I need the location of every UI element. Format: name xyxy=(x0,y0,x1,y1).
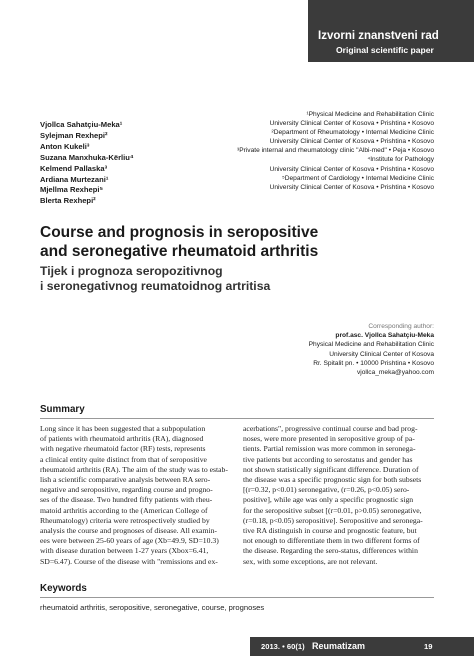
title-line: and seronegative rheumatoid arthritis xyxy=(40,243,319,260)
author-name: Sylejman Rexhepi² xyxy=(40,130,108,140)
article-title-english xyxy=(40,223,318,261)
corresponding-name: prof.asc. Vjollca Sahatçiu-Meka xyxy=(335,332,434,340)
summary-line: matoid arthritis according to the (American College of xyxy=(40,505,208,515)
summary-heading: Summary xyxy=(40,404,85,415)
summary-line: ees were between 25-60 years of age (Xb=49.9, SD=10.3) xyxy=(40,536,219,546)
title-line: Course and prognosis in seropositive xyxy=(40,224,319,241)
summary-line: rheumatoid arthritis (RA). The aim of the study was to estab- xyxy=(40,464,228,474)
author-name: Anton Kukeli³ xyxy=(40,141,90,151)
title-line: i seronegativnog reumatoidnog artritisa xyxy=(40,279,271,293)
summary-line: Long since it has been suggested that a subpopulation xyxy=(40,424,206,433)
page-number: 19 xyxy=(424,642,433,651)
summary-line: [(r=0.32, p<0.01) seronegative, (r=0.26, p<0.05) sero- xyxy=(243,485,410,495)
footer-issue: 2013. • 60(1) xyxy=(261,642,305,651)
summary-line: lish a scientific comparative analysis between RA sero- xyxy=(40,475,211,485)
summary-line: Rheumatology) criteria were retrospectively studied by xyxy=(40,515,210,525)
summary-line: (r=0.18, p<0.05) seropositive]. Seropositive and seronega- xyxy=(243,515,423,525)
summary-line: with negative rheumatoid factor (RF) tests, represents xyxy=(40,444,206,454)
summary-line: tive RA distinguish in course and prognostic feature, but xyxy=(243,526,417,536)
author-name: Ardiana Murtezani¹ xyxy=(40,174,109,184)
summary-line: with disease duration between 1-27 years (Xbox=6.41, xyxy=(40,546,209,556)
summary-line: positive], while age was only a specific prognostic sign xyxy=(243,495,414,505)
summary-line: SD=6.47). Course of the disease with "remissions and ex- xyxy=(40,556,218,566)
affiliation-line: ³Private internal and rheumatology clinic "Albi-med" • Peja • Kosovo xyxy=(237,147,434,155)
summary-line: not shown statistically significant difference. Duration of xyxy=(243,464,419,474)
title-line: Tijek i prognoza seropozitivnog xyxy=(40,264,223,278)
affiliation-line: University Clinical Center of Kosova • Prishtina • Kosovo xyxy=(269,183,434,191)
summary-line: the disease was a specific prognostic sign for both subsets xyxy=(243,475,422,485)
corresponding-email[interactable]: vjollca_meka@yahoo.com xyxy=(356,369,434,377)
author-name: Vjollca Sahatçiu-Meka¹ xyxy=(40,120,123,129)
author-name: Mjellma Rexhepi⁵ xyxy=(40,185,104,195)
corresponding-author xyxy=(309,322,434,377)
corresponding-address-line: Rr. Spitalit pn. • 10000 Prishtina • Kosovo xyxy=(313,359,434,367)
keywords-divider xyxy=(40,597,434,598)
summary-line: the disease. Regarding the sero-status, differences within xyxy=(243,546,418,556)
summary-line: analysis the course and prognoses of disease. All examin- xyxy=(40,526,217,536)
summary-line: negative and seropositive, regarding course and progno- xyxy=(40,485,213,495)
summary-line: sex, with some exceptions, are not relevant. xyxy=(243,556,378,566)
summary-line: of patients with rheumatoid arthritis (RA), diagnosed xyxy=(40,434,204,444)
summary-column-right xyxy=(243,424,433,567)
keywords-heading: Keywords xyxy=(40,583,87,594)
article-type-croatian: Izvorni znanstveni rad xyxy=(318,30,439,42)
affiliation-list xyxy=(237,110,434,192)
affiliation-line: ²Department of Rheumatology • Internal Medicine Clinic xyxy=(271,129,434,137)
affiliation-line: University Clinical Center of Kosova • Prishtina • Kosovo xyxy=(269,138,434,146)
summary-line: noses, were more presented in seropositive group of pa- xyxy=(243,434,415,444)
summary-line: acerbations", progressive continual course and bad prog- xyxy=(243,424,418,433)
summary-line: not enough to differentiate them in two different forms of xyxy=(243,536,420,546)
affiliation-line: University Clinical Center of Kosova • Prishtina • Kosovo xyxy=(269,120,434,128)
corresponding-address-line: Physical Medicine and Rehabilitation Clinic xyxy=(308,341,434,349)
summary-column-left xyxy=(40,424,230,567)
corresponding-label: Corresponding author: xyxy=(368,323,434,330)
article-title-croatian xyxy=(40,264,270,294)
author-list xyxy=(40,120,134,207)
summary-line: ses of the disease. Two hundred fifty patients with rheu- xyxy=(40,495,213,505)
article-type-english: Original scientific paper xyxy=(336,45,434,55)
author-name: Suzana Manxhuka-Kërliu⁴ xyxy=(40,152,134,162)
affiliation-line: ⁵Department of Cardiology • Internal Medicine Clinic xyxy=(281,174,434,182)
summary-divider xyxy=(40,418,434,419)
summary-line: tients. Partial remission was more common in seronega- xyxy=(243,444,416,454)
keywords-text: rheumatoid arthritis, seropositive, seronegative, course, prognoses xyxy=(40,603,265,612)
summary-line: for the seropositive subset [(r=0.01, p>0.05) seronegative, xyxy=(243,505,422,515)
author-name: Blerta Rexhepi² xyxy=(40,196,96,206)
affiliation-line: University Clinical Center of Kosova • Prishtina • Kosovo xyxy=(269,165,434,173)
corresponding-address-line: University Clinical Center of Kosova xyxy=(329,350,434,358)
affiliation-line: ⁴Institute for Pathology xyxy=(367,156,434,164)
footer-journal-name: Reumatizam xyxy=(312,641,366,651)
author-name: Kelmend Pallaska³ xyxy=(40,163,108,173)
summary-line: a clinical entity quite distinct from that of seropositive xyxy=(40,454,207,464)
summary-line: tive patients but according to serostatus and gender has xyxy=(243,454,413,464)
affiliation-line: ¹Physical Medicine and Rehabilitation Clinic xyxy=(306,111,434,118)
